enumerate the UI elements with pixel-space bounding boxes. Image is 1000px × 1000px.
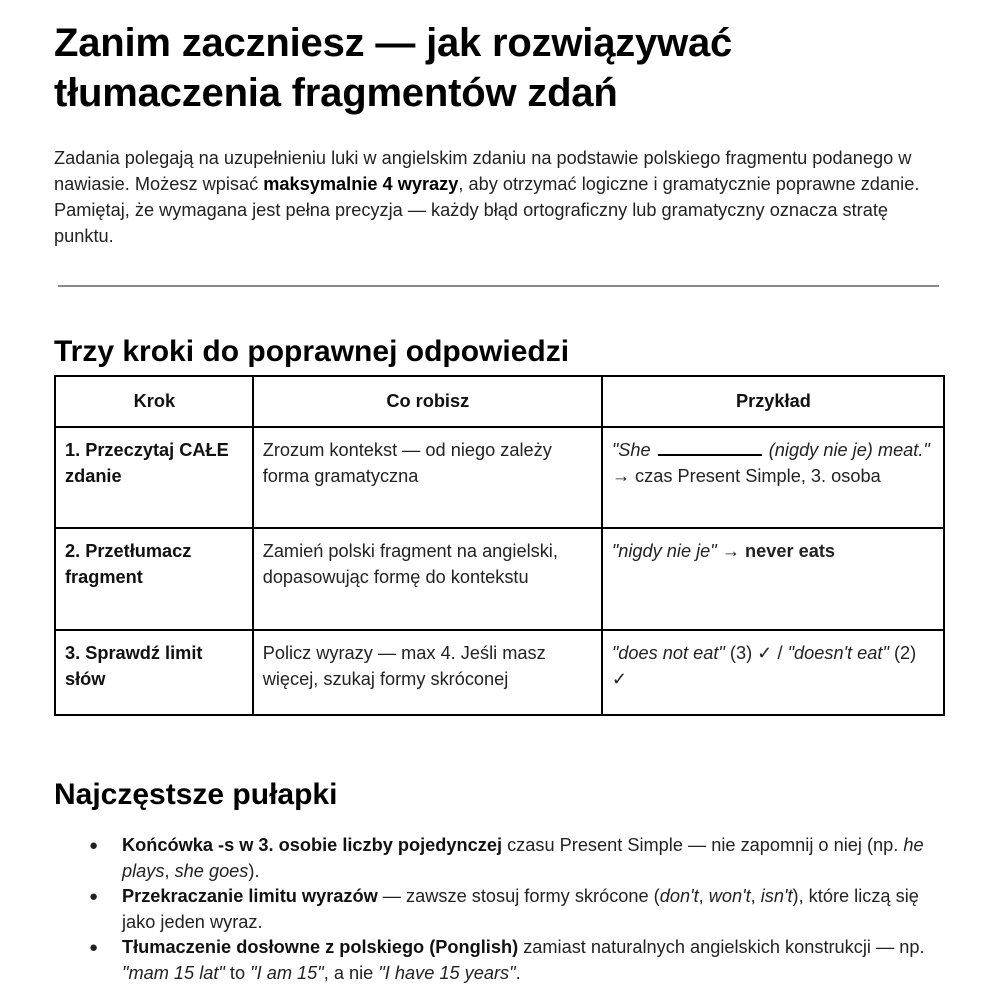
trap-text: czasu Present Simple — nie zapomnij o niej (np. bbox=[502, 835, 904, 855]
intro-paragraph bbox=[54, 145, 944, 249]
column-header-step: Krok bbox=[55, 376, 253, 427]
trap-example: won't bbox=[708, 886, 751, 906]
step-cell: 3. Sprawdź limit słów bbox=[55, 630, 253, 715]
example-bold: never eats bbox=[745, 541, 836, 561]
list-item bbox=[89, 833, 944, 884]
trap-title: Końcówka -s w 3. osobie liczby pojedynczej bbox=[122, 835, 503, 855]
example-cell bbox=[602, 528, 944, 630]
intro-text-2: , aby otrzymać logiczne i gramatycznie poprawne zdanie. Pamiętaj, że wymagana jest pełna precyzja — każdy błąd ortograficzny lub gramatyczny oznacza stratę punktu. bbox=[54, 174, 920, 246]
trap-text: to bbox=[224, 962, 251, 983]
example-italic: "She bbox=[611, 440, 656, 460]
intro-bold-word-limit: maksymalnie 4 wyrazy bbox=[263, 174, 459, 194]
example-text: (2) ✓ bbox=[611, 643, 917, 689]
step-cell: 2. Przetłumacz fragment bbox=[55, 528, 253, 630]
example-text: (3) ✓ / bbox=[724, 643, 788, 663]
example-cell bbox=[602, 630, 944, 715]
traps-list bbox=[54, 833, 944, 986]
trap-text: , bbox=[698, 886, 709, 906]
trap-example: "I have 15 years" bbox=[378, 962, 516, 983]
intro-text-1: Zadania polegają na uzupełnieniu luki w angielskim zdaniu na podstawie polskiego fragmentu podanego w nawiasie. Możesz wpisać bbox=[54, 148, 912, 194]
example-italic: "nigdy nie je" bbox=[611, 541, 717, 561]
bullet-icon: ● bbox=[89, 939, 99, 956]
table-row bbox=[55, 630, 944, 715]
trap-example: isn't bbox=[760, 886, 793, 906]
traps-heading: Najczęstsze pułapki bbox=[54, 778, 338, 811]
bullet-icon: ● bbox=[89, 888, 99, 905]
trap-text: , a nie bbox=[323, 962, 379, 983]
column-header-example: Przykład bbox=[602, 376, 944, 427]
bullet-icon: ● bbox=[89, 837, 99, 854]
example-text: → czas Present Simple, 3. osoba bbox=[611, 465, 881, 486]
trap-text: — zawsze stosuj formy skrócone ( bbox=[377, 886, 660, 906]
trap-text: , bbox=[750, 886, 761, 906]
trap-example: "mam 15 lat" bbox=[122, 962, 225, 983]
steps-heading: Trzy kroki do poprawnej odpowiedzi bbox=[54, 335, 570, 368]
page-title: Zanim zaczniesz — jak rozwiązywać tłumaczenia fragmentów zdań bbox=[54, 21, 733, 115]
arrow-icon: → bbox=[716, 541, 746, 561]
list-item bbox=[89, 884, 944, 935]
section-divider bbox=[58, 285, 939, 287]
trap-text: , bbox=[164, 860, 175, 881]
trap-text: zamiast naturalnych angielskich konstrukcji — np. bbox=[518, 937, 925, 957]
trap-text: ). bbox=[248, 860, 260, 881]
trap-title: Tłumaczenie dosłowne z polskiego (Ponglish) bbox=[122, 937, 519, 957]
action-cell: Policz wyrazy — max 4. Jeśli masz więcej, szukaj formy skróconej bbox=[253, 630, 602, 715]
trap-text: . bbox=[515, 962, 521, 983]
table-row bbox=[55, 427, 944, 528]
trap-example: don't bbox=[659, 886, 699, 906]
action-cell: Zrozum kontekst — od niego zależy forma gramatyczna bbox=[253, 427, 602, 528]
table-header-row bbox=[55, 376, 944, 427]
trap-text: ), które liczą się jako jeden wyraz. bbox=[122, 886, 919, 932]
action-cell: Zamień polski fragment na angielski, dopasowując formę do kontekstu bbox=[253, 528, 602, 630]
trap-example: she goes bbox=[174, 860, 249, 881]
gap-blank-line bbox=[658, 438, 762, 456]
list-item bbox=[89, 935, 944, 986]
trap-title: Przekraczanie limitu wyrazów bbox=[122, 886, 378, 906]
example-cell bbox=[602, 427, 944, 528]
trap-example: "I am 15" bbox=[250, 962, 324, 983]
trap-example: he plays bbox=[122, 835, 924, 881]
example-italic: "does not eat" bbox=[611, 643, 725, 663]
step-cell: 1. Przeczytaj CAŁE zdanie bbox=[55, 427, 253, 528]
table-row bbox=[55, 528, 944, 630]
steps-table bbox=[54, 375, 945, 716]
example-italic: "doesn't eat" bbox=[787, 643, 889, 663]
example-italic: (nigdy nie je) meat." bbox=[763, 440, 930, 460]
column-header-action: Co robisz bbox=[253, 376, 602, 427]
